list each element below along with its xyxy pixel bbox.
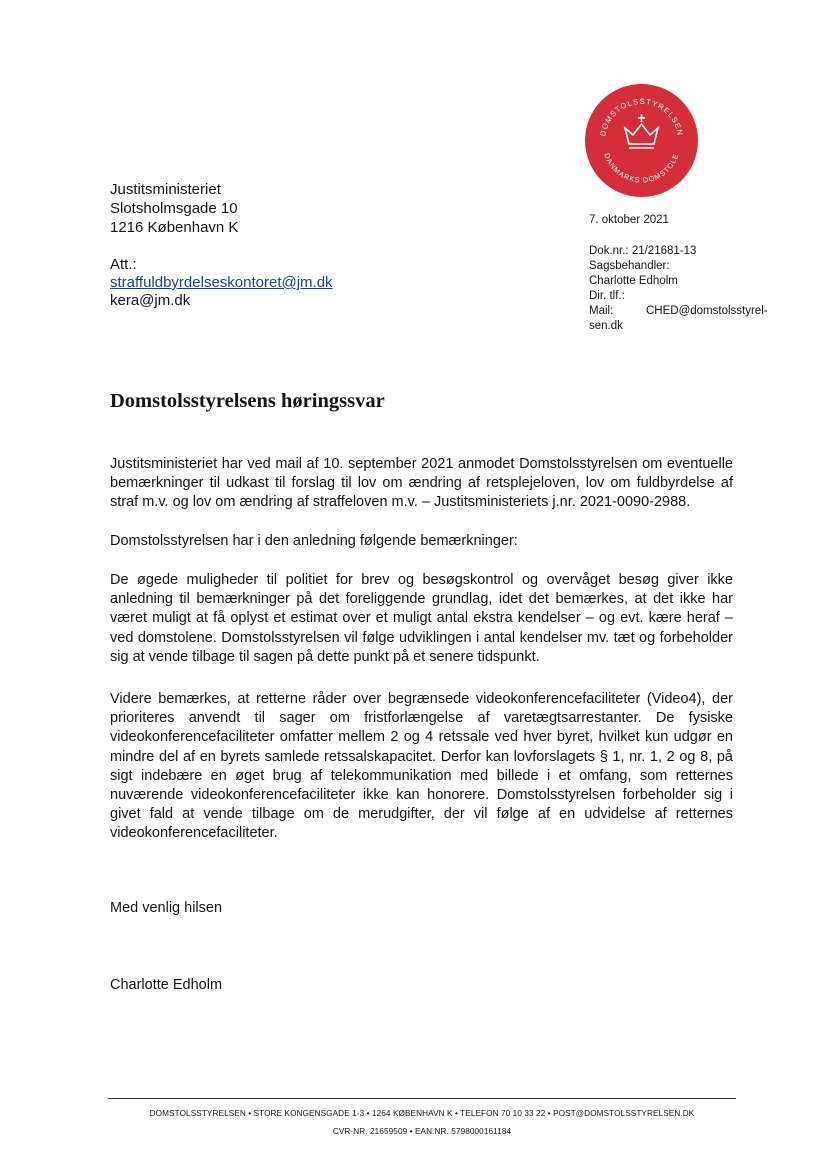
case-handler-label: Sagsbehandler: xyxy=(589,260,670,272)
attention-email-link[interactable]: straffuldbyrdelseskontoret@jm.dk xyxy=(110,274,333,291)
mail-label: Mail: xyxy=(589,305,614,317)
footer-divider xyxy=(108,1098,736,1099)
signer-name: Charlotte Edholm xyxy=(110,977,223,993)
paragraph-police-control xyxy=(110,571,733,667)
logo-top-text: DOMSTOLSSTYRELSEN xyxy=(598,96,685,137)
paragraph-text: Justitsministeriet har ved mail af 10. september 2021 anmodet Domstolsstyrelsen om eventuelle bemærkninger til udkast til forslag til lov om ændring af retsplejeloven, lov om fuldbyrdelse af straf m.v. og lov om ændring af straffeloven m.v. – Justitsministeriets j.nr. 2021-0090-2988. xyxy=(110,456,733,511)
attention-label: Att.: xyxy=(110,256,137,273)
footer-registration: CVR-NR. 21659509 • EAN.NR. 5798000161184 xyxy=(332,1127,512,1136)
paragraph-text: Videre bemærkes, at retterne råder over begrænsede videokonferencefaciliteter (Video4), der prioriteres anvendt til sager om fristforlængelse af varetægtsarrestanter. De fysiske videokonferencefaciliteter omfatter mellem 2 og 4 retssale ved hver byret, hvilket kun udgør en mindre del af en byrets samlede retssalskapacitet. Derfor kan lovforslagets § 1, nr. 1, 2 og 8, på sigt indebære en øget brug af telekommunikation med billede i et omfang, som retternes nuværende videokonferencefaciliteter ikke kan honorere. Domstolsstyrelsen forbeholder sig i givet fald at vende tilbage om de merudgifter, der vil følge af en udvidelse af retternes videokonferencefaciliteter. xyxy=(110,691,733,842)
recipient-street: Slotsholmsgade 10 xyxy=(110,200,238,217)
paragraph-text: Domstolsstyrelsen har i den anledning følgende bemærkninger: xyxy=(110,533,518,549)
footer-address: DOMSTOLSSTYRELSEN • STORE KONGENSGADE 1-3 • 1264 KØBENHAVN K • TELEFON 70 10 33 22 • POST@DOMSTOLSSTYRELSEN.DK xyxy=(149,1109,695,1118)
domstolsstyrelsen-logo xyxy=(585,84,698,197)
attention-block xyxy=(110,256,333,310)
paragraph-text: De øgede muligheder til politiet for brev og besøgskontrol og overvåget besøg giver ikke anledning til bemærkninger på det foreliggende grundlag, idet det bemærkes, at det ikke har været muligt at få oplyst et estimat over et muligt antal ekstra kendelser – og evt. kære heraf – ved domstolene. Domstolsstyrelsen vil følge udviklingen i antal kendelser mv. tæt og forbeholder sig at vende tilbage til sagen på dette punkt på et senere tidspunkt. xyxy=(110,572,733,665)
recipient-city: 1216 København K xyxy=(110,219,239,236)
recipient-name: Justitsministeriet xyxy=(110,181,221,198)
letter-date: 7. oktober 2021 xyxy=(589,214,669,226)
document-number: Dok.nr.: 21/21681-13 xyxy=(589,245,697,257)
closing-greeting: Med venlig hilsen xyxy=(110,900,223,916)
mail-value-continued: sen.dk xyxy=(589,320,623,332)
paragraph-video-conference xyxy=(110,690,733,844)
paragraph-intro xyxy=(110,455,733,513)
recipient-address xyxy=(110,180,238,237)
paragraph-remarks-lead xyxy=(110,532,733,551)
mail-row xyxy=(589,304,768,319)
attention-email-plain: kera@jm.dk xyxy=(110,292,191,309)
logo-bottom-text: DANMARKS DOMSTOLE xyxy=(602,151,681,185)
case-handler-name: Charlotte Edholm xyxy=(589,275,678,287)
direct-phone-label: Dir. tlf.: xyxy=(589,290,625,302)
mail-value: CHED@domstolsstyrel- xyxy=(646,305,768,317)
document-title: Domstolsstyrelsens høringssvar xyxy=(110,390,385,412)
case-info xyxy=(589,244,768,334)
